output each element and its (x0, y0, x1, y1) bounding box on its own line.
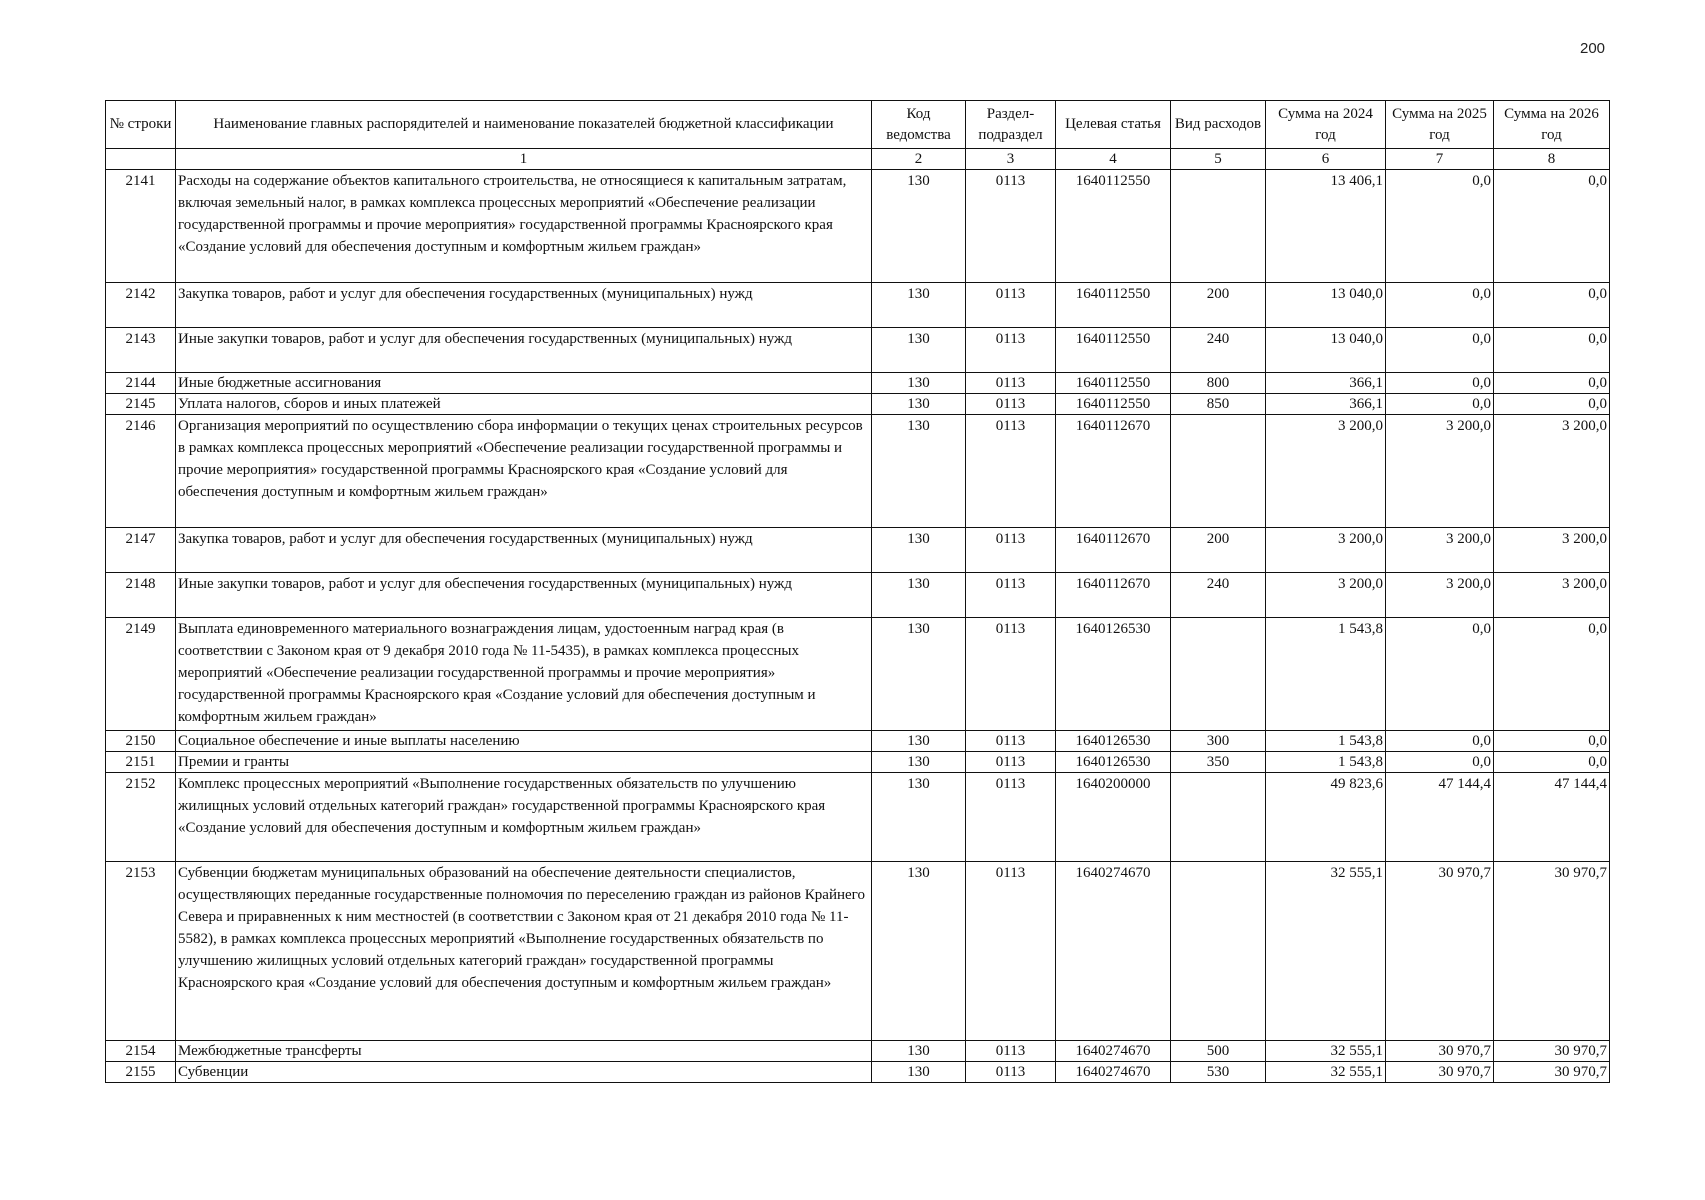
table-row (106, 528, 1610, 573)
budget-table-wrapper (105, 100, 1609, 1083)
row-target: 1640112550 (1056, 373, 1171, 394)
row-sum-2024: 32 555,1 (1266, 1062, 1386, 1083)
row-expense-type (1171, 862, 1266, 1041)
row-section: 0113 (966, 1062, 1056, 1083)
column-number-row (106, 149, 1610, 170)
row-number: 2150 (106, 731, 176, 752)
row-dept-code: 130 (872, 773, 966, 862)
row-target: 1640126530 (1056, 752, 1171, 773)
table-row (106, 373, 1610, 394)
row-sum-2026: 30 970,7 (1494, 862, 1610, 1041)
row-number: 2145 (106, 394, 176, 415)
row-sum-2026: 0,0 (1494, 618, 1610, 731)
row-number: 2152 (106, 773, 176, 862)
row-sum-2025: 30 970,7 (1386, 862, 1494, 1041)
table-row (106, 394, 1610, 415)
row-number: 2151 (106, 752, 176, 773)
row-sum-2026: 0,0 (1494, 394, 1610, 415)
row-target: 1640112550 (1056, 328, 1171, 373)
row-name: Иные закупки товаров, работ и услуг для обеспечения государственных (муниципальных) нужд (176, 328, 872, 373)
row-section: 0113 (966, 1041, 1056, 1062)
row-target: 1640274670 (1056, 862, 1171, 1041)
row-sum-2024: 3 200,0 (1266, 573, 1386, 618)
row-expense-type: 300 (1171, 731, 1266, 752)
row-name: Иные бюджетные ассигнования (176, 373, 872, 394)
table-row (106, 573, 1610, 618)
row-number: 2146 (106, 415, 176, 528)
row-sum-2026: 3 200,0 (1494, 528, 1610, 573)
row-name: Комплекс процессных мероприятий «Выполнение государственных обязательств по улучшению жилищных условий отдельных категорий граждан» государственной программы Красноярского края «Создание условий для обеспечения доступным и комфортным жильем граждан» (176, 773, 872, 862)
table-row (106, 283, 1610, 328)
row-expense-type: 200 (1171, 528, 1266, 573)
row-sum-2026: 3 200,0 (1494, 573, 1610, 618)
row-target: 1640274670 (1056, 1062, 1171, 1083)
row-expense-type: 200 (1171, 283, 1266, 328)
row-section: 0113 (966, 773, 1056, 862)
row-section: 0113 (966, 328, 1056, 373)
row-sum-2024: 1 543,8 (1266, 752, 1386, 773)
row-sum-2025: 0,0 (1386, 618, 1494, 731)
row-sum-2025: 3 200,0 (1386, 415, 1494, 528)
row-dept-code: 130 (872, 415, 966, 528)
column-number: 4 (1056, 149, 1171, 170)
row-sum-2025: 30 970,7 (1386, 1041, 1494, 1062)
row-section: 0113 (966, 862, 1056, 1041)
row-number: 2153 (106, 862, 176, 1041)
row-dept-code: 130 (872, 1041, 966, 1062)
row-target: 1640112670 (1056, 573, 1171, 618)
row-name: Субвенции бюджетам муниципальных образований на обеспечение деятельности специалистов, осуществляющих переданные государственные полномочия по переселению граждан из районов Крайнего Севера и приравненных к ним местностей (в соответствии с Законом края от 21 декабря 2010 года № 11-5582), в рамках комплекса процессных мероприятий «Выполнение государственных обязательств по улучшению жилищных условий отдельных категорий граждан» государственной программы Красноярского края «Создание условий для обеспечения доступным и комфортным жильем граждан» (176, 862, 872, 1041)
row-sum-2025: 30 970,7 (1386, 1062, 1494, 1083)
row-name: Уплата налогов, сборов и иных платежей (176, 394, 872, 415)
row-target: 1640112670 (1056, 528, 1171, 573)
table-row (106, 862, 1610, 1041)
row-sum-2024: 3 200,0 (1266, 528, 1386, 573)
header-sum-2024: Сумма на 2024 год (1266, 101, 1386, 149)
table-row (106, 415, 1610, 528)
column-number: 1 (176, 149, 872, 170)
row-sum-2026: 0,0 (1494, 731, 1610, 752)
row-sum-2026: 47 144,4 (1494, 773, 1610, 862)
row-target: 1640112550 (1056, 394, 1171, 415)
row-sum-2024: 366,1 (1266, 394, 1386, 415)
row-target: 1640200000 (1056, 773, 1171, 862)
row-sum-2024: 1 543,8 (1266, 731, 1386, 752)
row-expense-type: 530 (1171, 1062, 1266, 1083)
row-section: 0113 (966, 573, 1056, 618)
header-target: Целевая статья (1056, 101, 1171, 149)
column-number: 6 (1266, 149, 1386, 170)
row-expense-type: 850 (1171, 394, 1266, 415)
row-sum-2024: 32 555,1 (1266, 1041, 1386, 1062)
row-number: 2143 (106, 328, 176, 373)
header-sum-2025: Сумма на 2025 год (1386, 101, 1494, 149)
row-dept-code: 130 (872, 618, 966, 731)
header-name: Наименование главных распорядителей и наименование показателей бюджетной классификации (176, 101, 872, 149)
page-number: 200 (1580, 40, 1606, 57)
table-row (106, 773, 1610, 862)
row-dept-code: 130 (872, 1062, 966, 1083)
row-target: 1640126530 (1056, 731, 1171, 752)
row-expense-type: 240 (1171, 573, 1266, 618)
table-row (106, 731, 1610, 752)
row-number: 2147 (106, 528, 176, 573)
row-sum-2026: 3 200,0 (1494, 415, 1610, 528)
table-row (106, 752, 1610, 773)
row-sum-2025: 0,0 (1386, 373, 1494, 394)
table-row (106, 1041, 1610, 1062)
row-target: 1640274670 (1056, 1041, 1171, 1062)
row-sum-2026: 30 970,7 (1494, 1062, 1610, 1083)
row-sum-2024: 1 543,8 (1266, 618, 1386, 731)
row-sum-2025: 0,0 (1386, 394, 1494, 415)
row-number: 2142 (106, 283, 176, 328)
column-number: 2 (872, 149, 966, 170)
row-sum-2026: 0,0 (1494, 170, 1610, 283)
row-target: 1640112670 (1056, 415, 1171, 528)
row-dept-code: 130 (872, 283, 966, 328)
row-name: Иные закупки товаров, работ и услуг для обеспечения государственных (муниципальных) нужд (176, 573, 872, 618)
row-name: Межбюджетные трансферты (176, 1041, 872, 1062)
row-expense-type: 500 (1171, 1041, 1266, 1062)
row-sum-2026: 0,0 (1494, 373, 1610, 394)
row-name: Расходы на содержание объектов капитального строительства, не относящиеся к капитальным затратам, включая земельный налог, в рамках комплекса процессных мероприятий «Обеспечение реализации государственной программы и прочие мероприятия» государственной программы Красноярского края «Создание условий для обеспечения доступным и комфортным жильем граждан» (176, 170, 872, 283)
row-sum-2024: 13 406,1 (1266, 170, 1386, 283)
column-number: 7 (1386, 149, 1494, 170)
row-sum-2024: 49 823,6 (1266, 773, 1386, 862)
row-sum-2025: 0,0 (1386, 170, 1494, 283)
header-expense-type: Вид расходов (1171, 101, 1266, 149)
row-sum-2025: 0,0 (1386, 731, 1494, 752)
row-dept-code: 130 (872, 573, 966, 618)
row-expense-type: 240 (1171, 328, 1266, 373)
row-dept-code: 130 (872, 752, 966, 773)
row-sum-2024: 3 200,0 (1266, 415, 1386, 528)
column-number: 3 (966, 149, 1056, 170)
row-name: Закупка товаров, работ и услуг для обеспечения государственных (муниципальных) нужд (176, 283, 872, 328)
row-sum-2025: 0,0 (1386, 283, 1494, 328)
row-name: Социальное обеспечение и иные выплаты населению (176, 731, 872, 752)
row-dept-code: 130 (872, 528, 966, 573)
row-dept-code: 130 (872, 170, 966, 283)
row-sum-2026: 0,0 (1494, 283, 1610, 328)
row-section: 0113 (966, 731, 1056, 752)
row-section: 0113 (966, 283, 1056, 328)
row-target: 1640112550 (1056, 283, 1171, 328)
header-section: Раздел-подраздел (966, 101, 1056, 149)
row-sum-2025: 0,0 (1386, 328, 1494, 373)
row-target: 1640112550 (1056, 170, 1171, 283)
table-row (106, 1062, 1610, 1083)
header-sum-2026: Сумма на 2026 год (1494, 101, 1610, 149)
row-sum-2024: 366,1 (1266, 373, 1386, 394)
row-name: Субвенции (176, 1062, 872, 1083)
column-number (106, 149, 176, 170)
row-name: Выплата единовременного материального вознаграждения лицам, удостоенным наград края (в соответствии с Законом края от 9 декабря 2010 года № 11-5435), в рамках комплекса процессных мероприятий «Обеспечение реализации государственной программы и прочие мероприятия» государственной программы Красноярского края «Создание условий для обеспечения доступным и комфортным жильем граждан» (176, 618, 872, 731)
row-dept-code: 130 (872, 328, 966, 373)
row-sum-2026: 0,0 (1494, 328, 1610, 373)
table-row (106, 170, 1610, 283)
table-header-row (106, 101, 1610, 149)
row-section: 0113 (966, 394, 1056, 415)
row-number: 2144 (106, 373, 176, 394)
row-sum-2026: 0,0 (1494, 752, 1610, 773)
row-expense-type (1171, 618, 1266, 731)
row-name: Закупка товаров, работ и услуг для обеспечения государственных (муниципальных) нужд (176, 528, 872, 573)
row-number: 2155 (106, 1062, 176, 1083)
row-dept-code: 130 (872, 394, 966, 415)
header-dept-code: Код ведомства (872, 101, 966, 149)
row-sum-2024: 13 040,0 (1266, 283, 1386, 328)
header-row-no: № строки (106, 101, 176, 149)
row-number: 2148 (106, 573, 176, 618)
row-section: 0113 (966, 170, 1056, 283)
row-section: 0113 (966, 618, 1056, 731)
row-dept-code: 130 (872, 862, 966, 1041)
row-sum-2024: 13 040,0 (1266, 328, 1386, 373)
row-dept-code: 130 (872, 731, 966, 752)
row-expense-type (1171, 415, 1266, 528)
row-sum-2025: 3 200,0 (1386, 573, 1494, 618)
row-section: 0113 (966, 528, 1056, 573)
row-name: Организация мероприятий по осуществлению сбора информации о текущих ценах строительных ресурсов в рамках комплекса процессных мероприятий «Обеспечение реализации государственной программы и прочие мероприятия» государственной программы Красноярского края «Создание условий для обеспечения доступным и комфортным жильем граждан» (176, 415, 872, 528)
row-name: Премии и гранты (176, 752, 872, 773)
table-row (106, 328, 1610, 373)
row-number: 2154 (106, 1041, 176, 1062)
row-section: 0113 (966, 373, 1056, 394)
row-sum-2024: 32 555,1 (1266, 862, 1386, 1041)
column-number: 5 (1171, 149, 1266, 170)
column-number: 8 (1494, 149, 1610, 170)
row-number: 2149 (106, 618, 176, 731)
row-expense-type: 350 (1171, 752, 1266, 773)
row-number: 2141 (106, 170, 176, 283)
row-expense-type (1171, 773, 1266, 862)
row-expense-type: 800 (1171, 373, 1266, 394)
table-row (106, 618, 1610, 731)
row-expense-type (1171, 170, 1266, 283)
row-sum-2025: 47 144,4 (1386, 773, 1494, 862)
row-sum-2025: 3 200,0 (1386, 528, 1494, 573)
row-section: 0113 (966, 415, 1056, 528)
row-dept-code: 130 (872, 373, 966, 394)
row-sum-2025: 0,0 (1386, 752, 1494, 773)
budget-table (105, 100, 1610, 1083)
row-section: 0113 (966, 752, 1056, 773)
row-sum-2026: 30 970,7 (1494, 1041, 1610, 1062)
row-target: 1640126530 (1056, 618, 1171, 731)
